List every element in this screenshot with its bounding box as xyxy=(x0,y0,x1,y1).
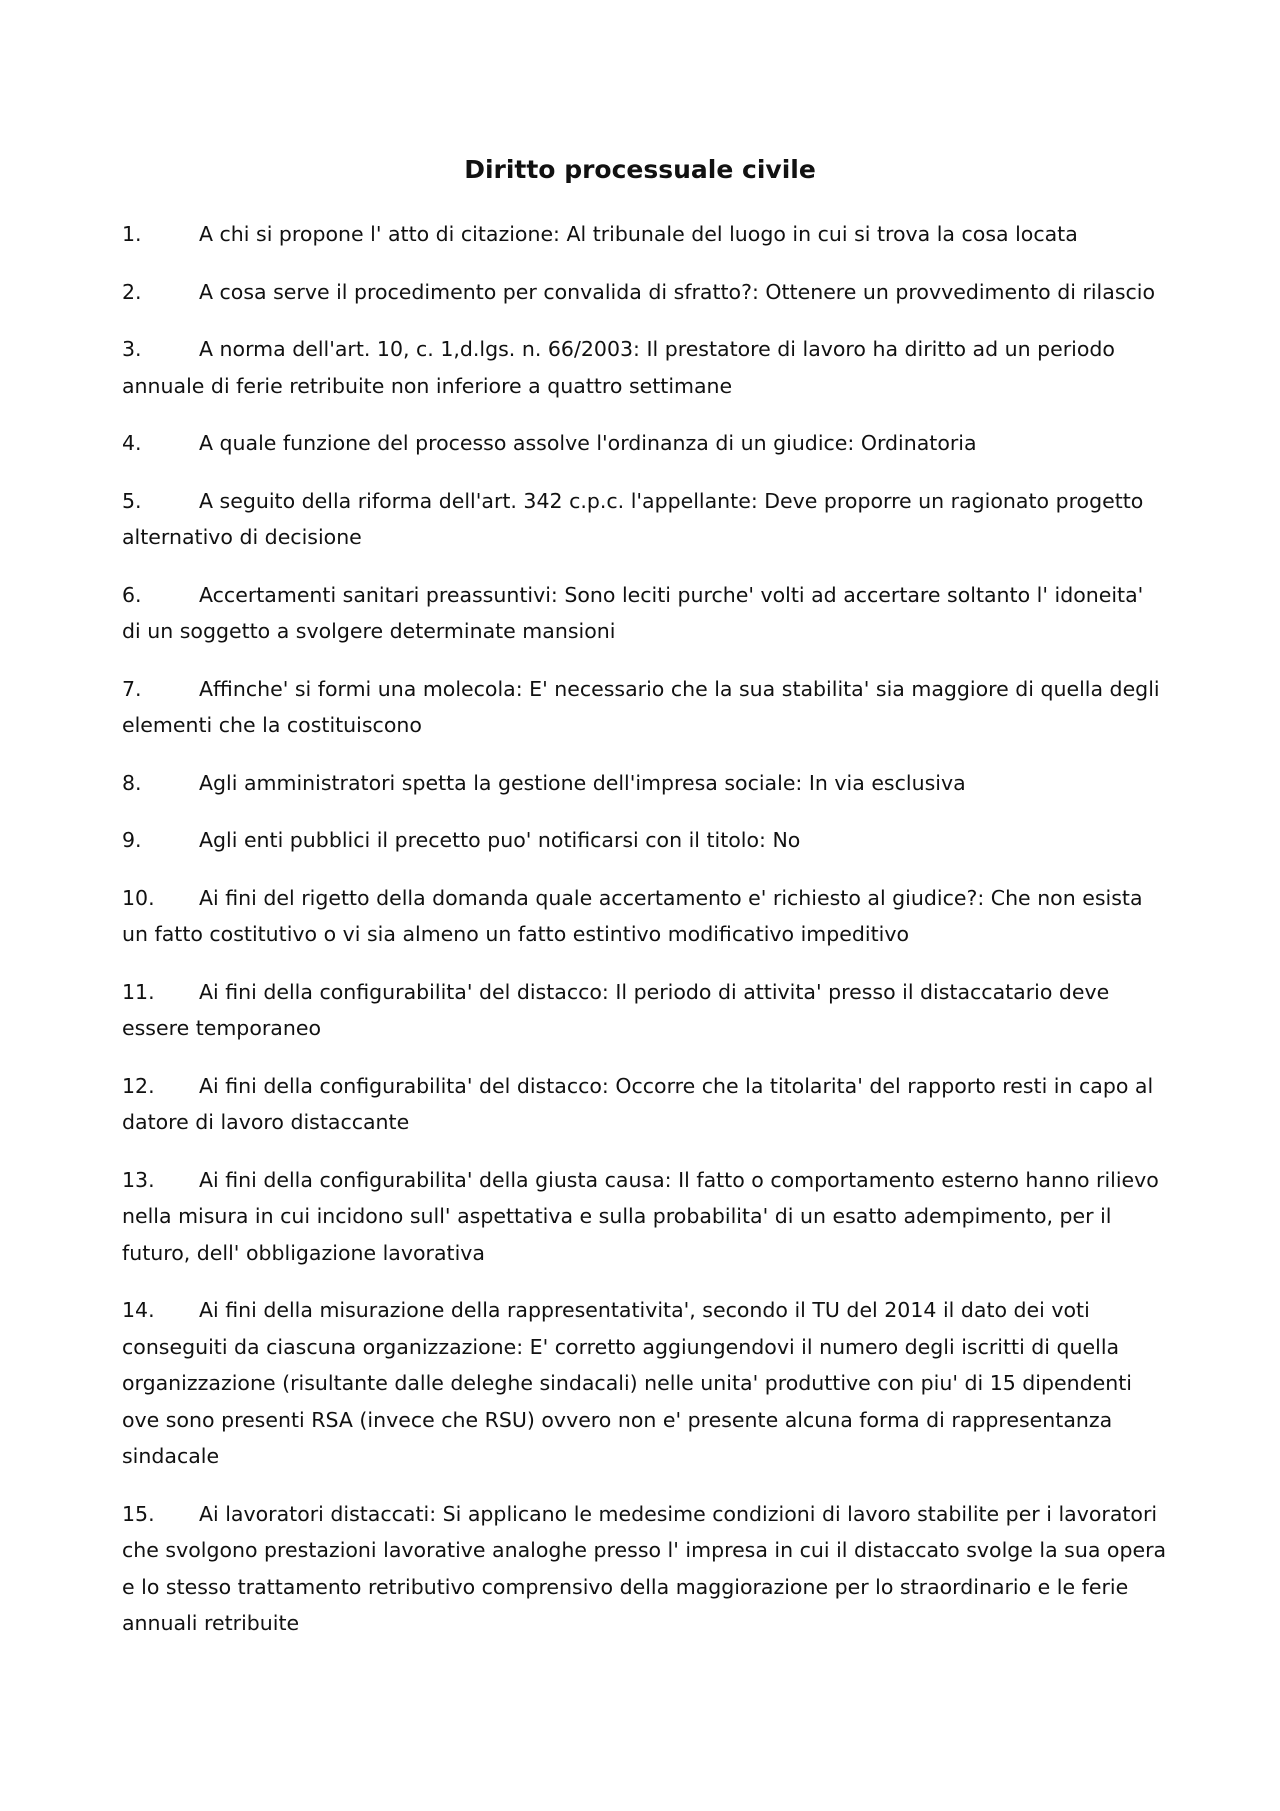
list-item xyxy=(122,822,1167,859)
item-number: 6. xyxy=(122,582,142,607)
item-text: Ai fini della configurabilita' della giusta causa: Il fatto o comportamento esterno hanno rilievo nella misura in cui incidono sull' aspettativa e sulla probabilita' di un esatto adempimento, per il futuro, dell' obbligazione lavorativa xyxy=(122,1167,1159,1265)
item-text: Ai fini del rigetto della domanda quale accertamento e' richiesto al giudice?: Che non esista un fatto costitutivo o vi sia almeno un fatto estintivo modificativo impeditivo xyxy=(122,885,1143,946)
item-text: Accertamenti sanitari preassuntivi: Sono leciti purche' volti ad accertare soltanto l' idoneita' di un soggetto a svolgere determinate mansioni xyxy=(122,582,1144,643)
list-item xyxy=(122,577,1167,650)
item-text: Ai fini della configurabilita' del distacco: Occorre che la titolarita' del rapporto resti in capo al datore di lavoro distaccante xyxy=(122,1073,1154,1134)
item-number: 11. xyxy=(122,979,155,1004)
list-item xyxy=(122,1162,1167,1272)
item-number: 14. xyxy=(122,1298,155,1322)
list-item xyxy=(122,1068,1167,1141)
item-text: A chi si propone l' atto di citazione: Al tribunale del luogo in cui si trova la cosa locata xyxy=(199,222,1078,246)
item-number: 13. xyxy=(122,1167,155,1192)
item-text: A seguito della riforma dell'art. 342 c.p.c. l'appellante: Deve proporre un ragionato progetto alternativo di decisione xyxy=(122,488,1144,549)
item-number: 12. xyxy=(122,1073,155,1098)
question-list xyxy=(122,216,1167,1663)
list-item xyxy=(122,331,1167,404)
item-number: 2. xyxy=(122,279,142,304)
item-text: A cosa serve il procedimento per convalida di sfratto?: Ottenere un provvedimento di rilascio xyxy=(199,279,1156,304)
item-number: 15. xyxy=(122,1501,155,1526)
item-number: 3. xyxy=(122,337,142,361)
item-text: Ai fini della misurazione della rappresentativita', secondo il TU del 2014 il dato dei voti conseguiti da ciascuna organizzazione: E' corretto aggiungendovi il numero degli iscritti di quella organizzazione (risultante dalle deleghe sindacali) nelle unita' produttive con piu' di 15 dipendenti ove sono presenti RSA (invece che RSU) ovvero non e' presente alcuna forma di rappresentanza sindacale xyxy=(122,1298,1132,1468)
item-number: 8. xyxy=(122,770,142,795)
item-text: Ai fini della configurabilita' del distacco: Il periodo di attivita' presso il distaccatario deve essere temporaneo xyxy=(122,979,1110,1040)
list-item xyxy=(122,974,1167,1047)
item-text: A quale funzione del processo assolve l'ordinanza di un giudice: Ordinatoria xyxy=(199,431,977,455)
list-item xyxy=(122,216,1167,253)
list-item xyxy=(122,671,1167,744)
item-text: Agli enti pubblici il precetto puo' notificarsi con il titolo: No xyxy=(199,828,801,852)
list-item xyxy=(122,765,1167,802)
item-text: A norma dell'art. 10, c. 1,d.lgs. n. 66/2003: Il prestatore di lavoro ha diritto ad un periodo annuale di ferie retribuite non inferiore a quattro settimane xyxy=(122,337,1115,398)
list-item xyxy=(122,880,1167,953)
item-number: 4. xyxy=(122,431,142,455)
page-title: Diritto processuale civile xyxy=(464,155,816,184)
item-number: 1. xyxy=(122,222,142,246)
item-text: Agli amministratori spetta la gestione dell'impresa sociale: In via esclusiva xyxy=(199,770,966,795)
item-number: 7. xyxy=(122,676,142,701)
item-text: Affinche' si formi una molecola: E' necessario che la sua stabilita' sia maggiore di quella degli elementi che la costituiscono xyxy=(122,676,1160,737)
item-number: 5. xyxy=(122,488,142,513)
item-text: Ai lavoratori distaccati: Si applicano le medesime condizioni di lavoro stabilite per i lavoratori che svolgono prestazioni lavorative analoghe presso l' impresa in cui il distaccato svolge la sua opera e lo stesso trattamento retributivo comprensivo della maggiorazione per lo straordinario e le ferie annuali retribuite xyxy=(122,1501,1167,1635)
item-number: 9. xyxy=(122,828,142,852)
list-item xyxy=(122,425,1167,462)
list-item xyxy=(122,1496,1167,1642)
list-item xyxy=(122,274,1167,311)
list-item xyxy=(122,1292,1167,1475)
list-item xyxy=(122,483,1167,556)
item-number: 10. xyxy=(122,885,155,910)
